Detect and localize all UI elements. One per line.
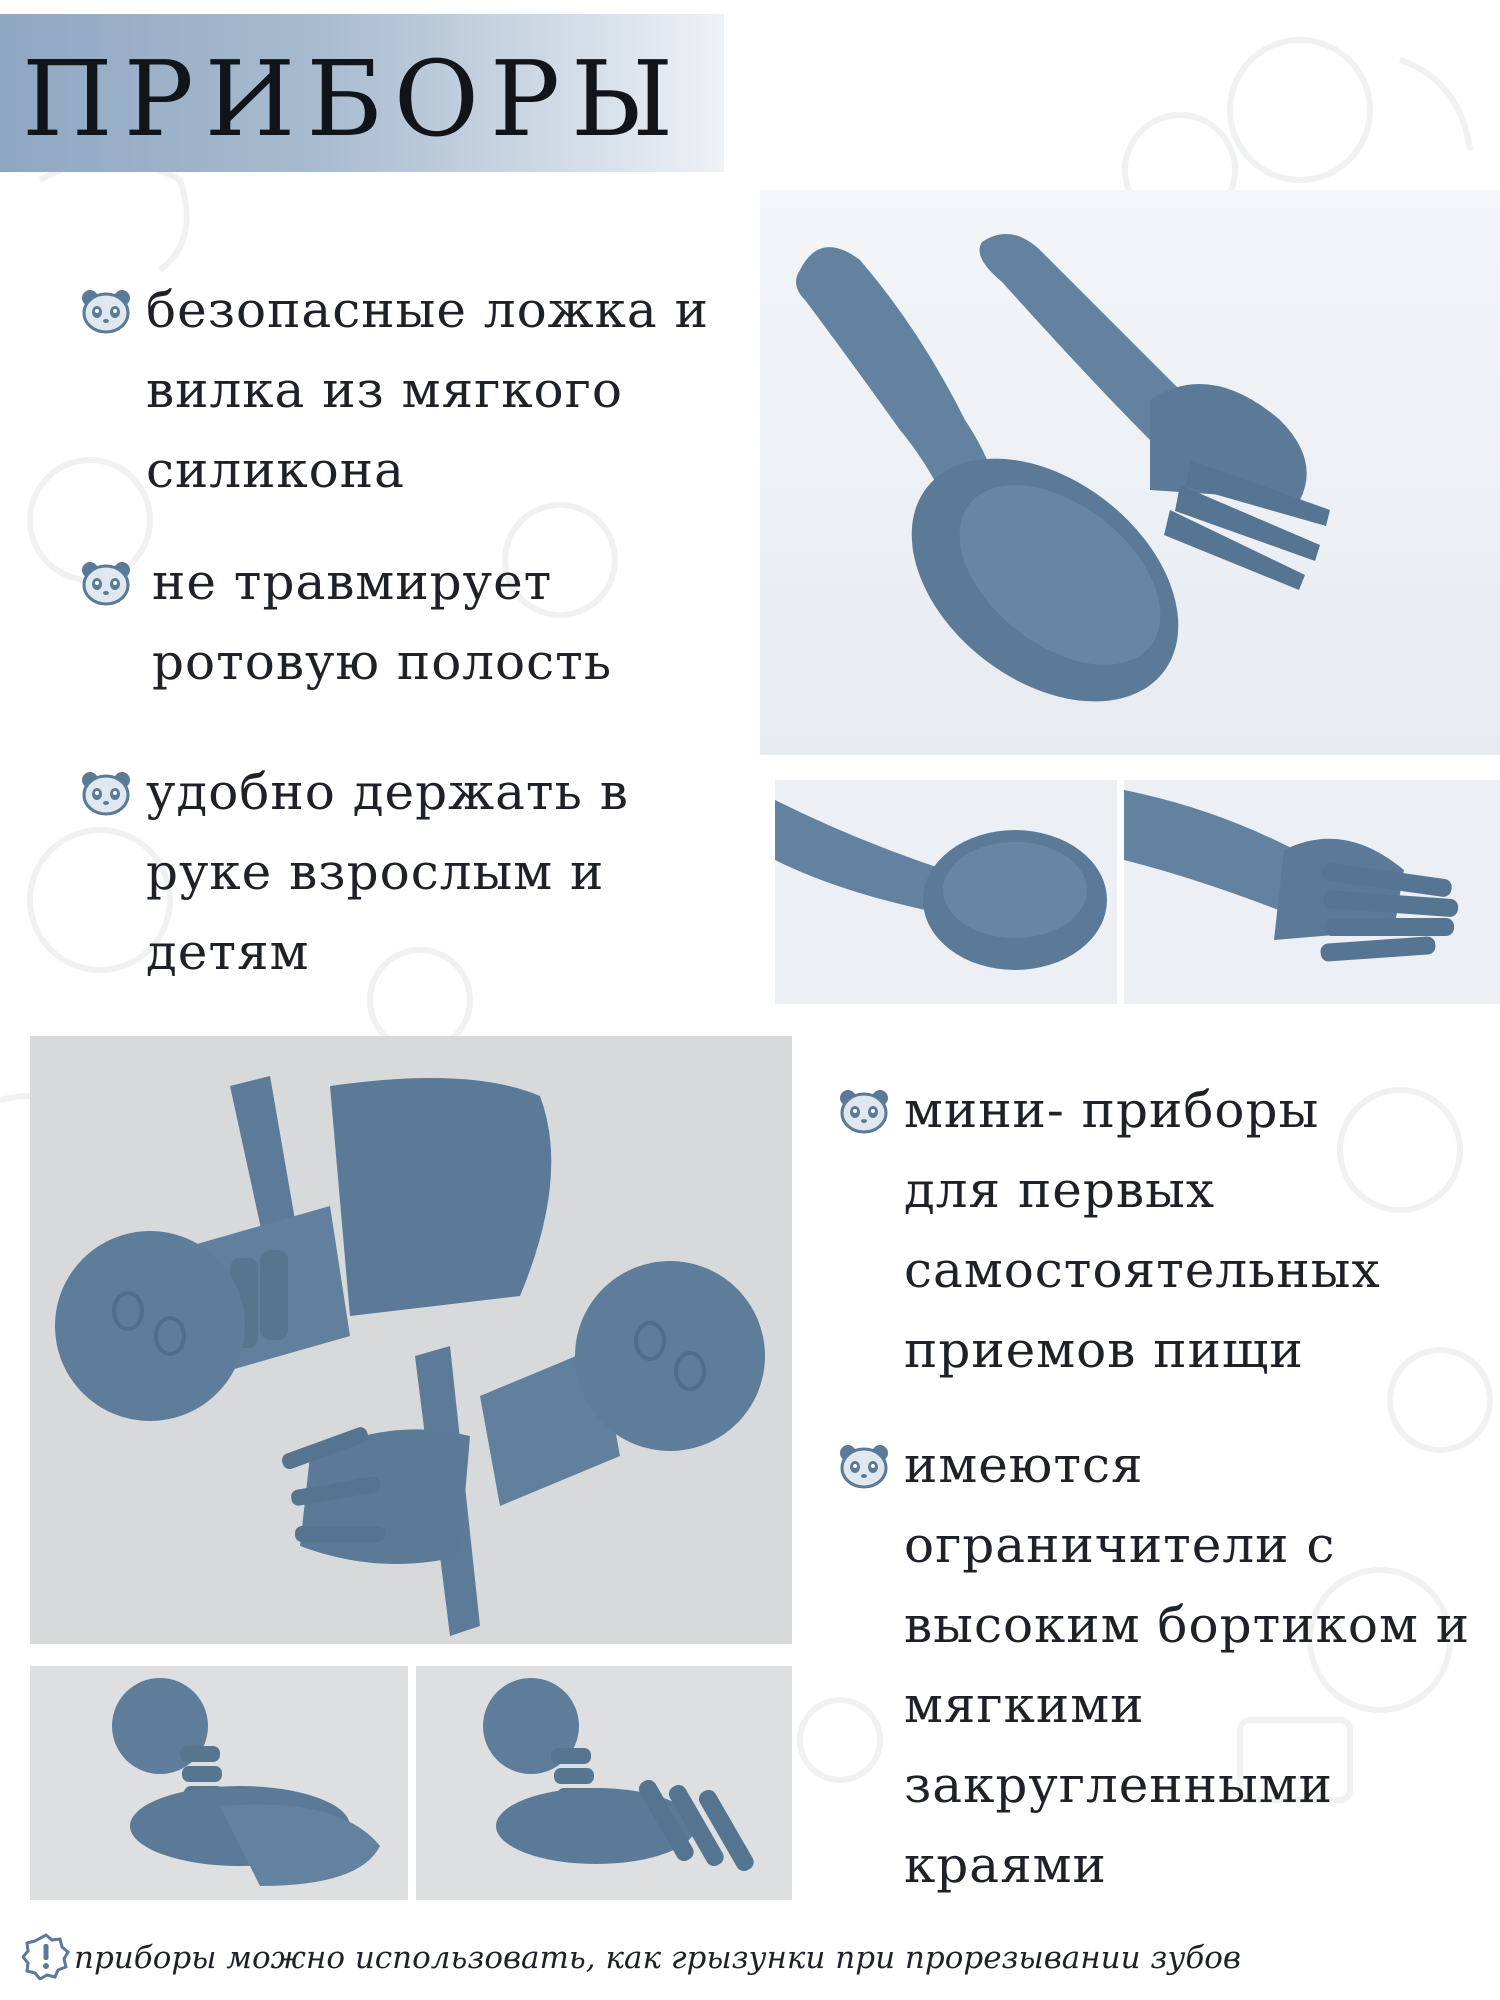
- panda-icon: [838, 1443, 890, 1489]
- feature-safe-silicone: [80, 270, 720, 510]
- feature-line: силикона: [146, 441, 405, 499]
- feature-line: высоким бортиком и: [904, 1596, 1471, 1654]
- feature-line: детям: [146, 923, 310, 981]
- feature-line: вилка из мягкого: [146, 361, 623, 419]
- warning-icon: [22, 1932, 70, 1980]
- feature-line: руке взрослым и: [146, 843, 605, 901]
- feature-line: безопасные ложка и: [146, 281, 709, 339]
- fork-closeup-photo: [1124, 780, 1500, 1004]
- feature-easy-grip: [80, 752, 720, 992]
- spoon-closeup-photo: [775, 780, 1117, 1004]
- spoon-and-fork-photo: [760, 190, 1500, 755]
- feature-line: самостоятельных: [904, 1241, 1381, 1299]
- feature-line: удобно держать в: [146, 763, 629, 821]
- feature-limiters: [838, 1425, 1488, 1915]
- panda-icon: [838, 1088, 890, 1134]
- feature-line: краями: [904, 1836, 1107, 1894]
- feature-line: ротовую полость: [152, 633, 613, 691]
- feature-line: закругленными: [904, 1756, 1333, 1814]
- feature-line: приемов пищи: [904, 1321, 1304, 1379]
- feature-line: ограничители с: [904, 1516, 1336, 1574]
- mini-spoon-photo: [30, 1666, 408, 1900]
- panda-icon: [80, 560, 132, 606]
- panda-icon: [80, 288, 132, 334]
- footnote: [22, 1928, 1482, 1988]
- feature-line: для первых: [904, 1161, 1216, 1219]
- feature-no-injury: [80, 542, 720, 702]
- feature-mini-cutlery: [838, 1070, 1488, 1400]
- mini-fork-photo: [416, 1666, 792, 1900]
- panda-icon: [80, 770, 132, 816]
- feature-line: не травмирует: [152, 553, 553, 611]
- feature-line: имеются: [904, 1436, 1144, 1494]
- mini-cutlery-photo: [30, 1036, 792, 1644]
- feature-line: мини- приборы: [904, 1081, 1320, 1139]
- title-banner: [0, 14, 724, 172]
- feature-line: мягкими: [904, 1676, 1145, 1734]
- page-title: ПРИБОРЫ: [22, 38, 685, 160]
- footnote-text: приборы можно использовать, как грызунки при прорезывании зубов: [74, 1940, 1241, 1976]
